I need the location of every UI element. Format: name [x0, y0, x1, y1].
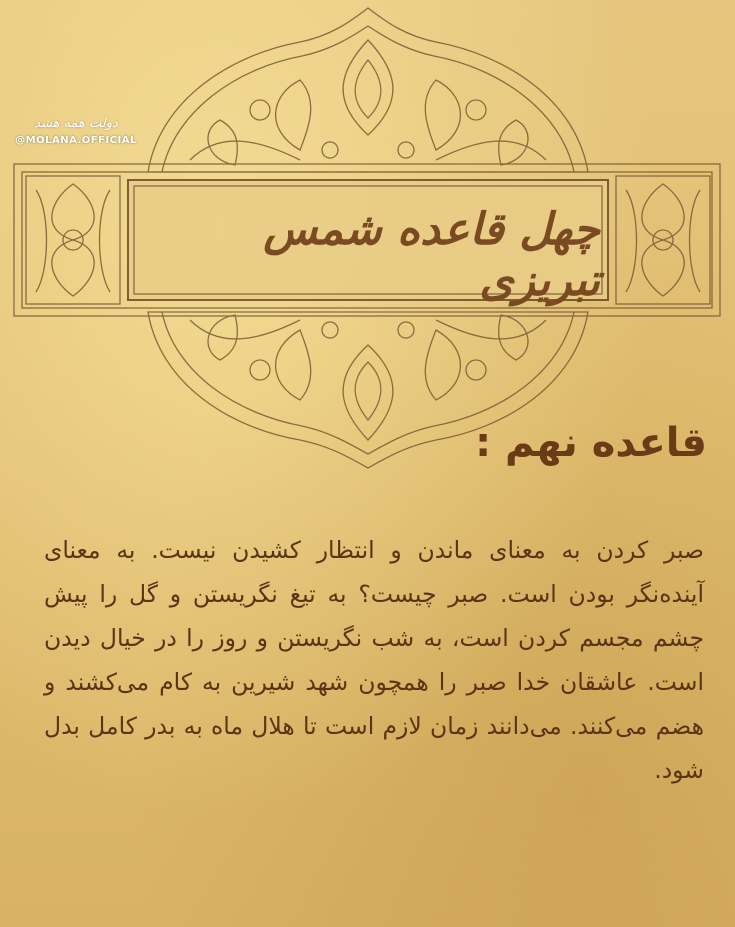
watermark-handle: @MOLANA.OFFICIAL [15, 135, 137, 146]
page-title: چهل قاعده شمس تبریزی [263, 204, 600, 306]
watermark [6, 116, 146, 146]
upper-medallion [148, 8, 588, 172]
rule-body: صبر کردن به معنای ماندن و انتظار کشیدن نیست. به معنای آینده‌نگر بودن است. صبر چیست؟ به تیغ نگریستن و گل را پیش چشم مجسم کردن است، به شب نگریستن و روز را در خیال دیدن است. عاشقان خدا صبر را همچون شهد شیرین به کام می‌کشند و هضم می‌کنند. می‌دانند زمان لازم است تا هلال ماه به بدر کامل بدل شود. [44, 536, 704, 784]
watermark-script: دولت همه هشد [34, 116, 118, 131]
rule-heading: قاعده نهم : [475, 420, 707, 466]
